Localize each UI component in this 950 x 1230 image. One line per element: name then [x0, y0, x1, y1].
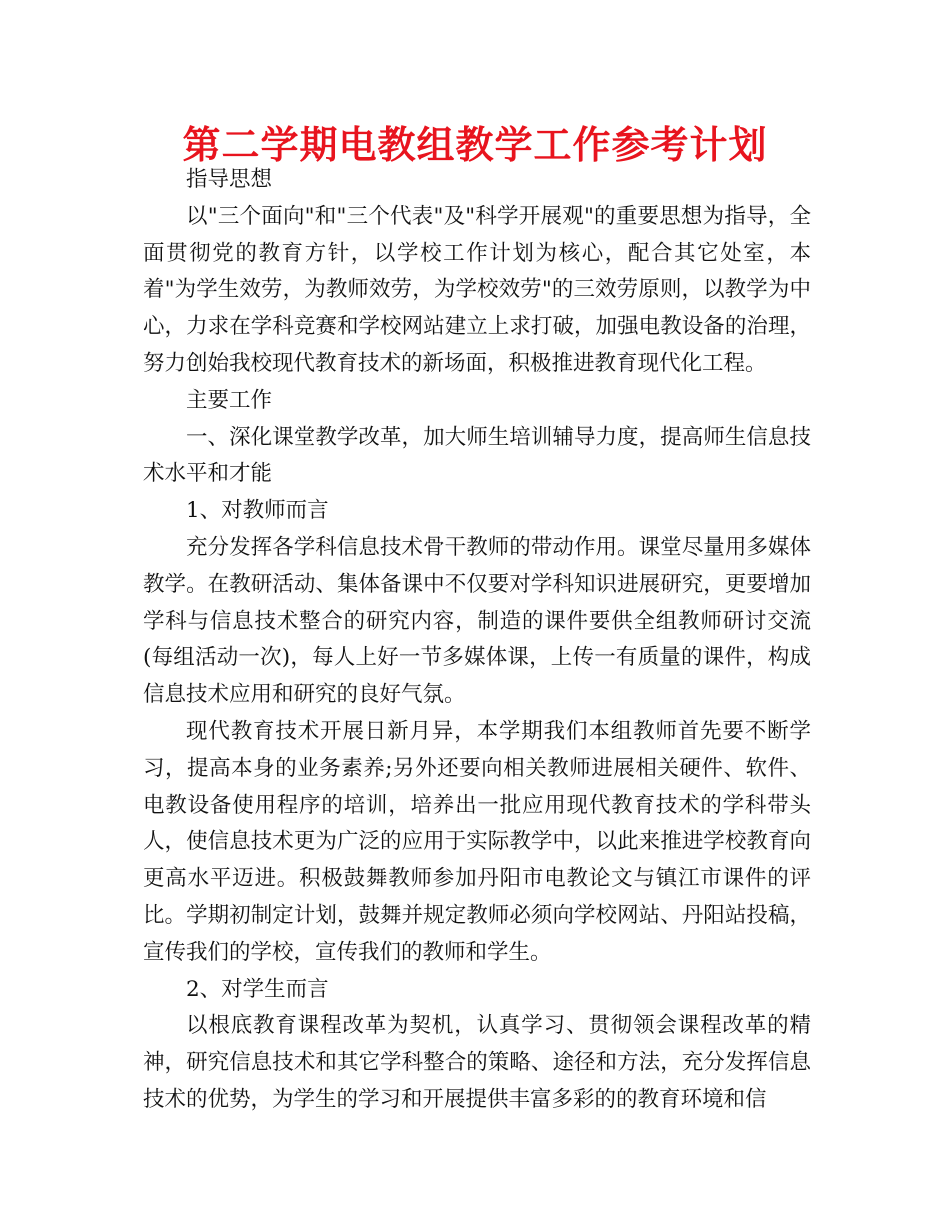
section-heading-1: 一、深化课堂教学改革，加大师生培训辅导力度，提高师生信息技术水平和才能 — [143, 424, 811, 487]
paragraph-students: 以根底教育课程改革为契机，认真学习、贯彻领会课程改革的精神，研究信息技术和其它学科整合的策略、途径和方法，充分发挥信息技术的优势，为学生的学习和开展提供丰富多彩的的教育环境和信 — [143, 1013, 811, 1112]
subheading-teachers: 1、对教师而言 — [186, 498, 329, 524]
paragraph-teachers-2: 现代教育技术开展日新月异，本学期我们本组教师首先要不断学习，提高本身的业务素养;另外还要向相关教师进展相关硬件、软件、电教设备使用程序的培训，培养出一批应用现代教育技术的学科带头人，使信息技术更为广泛的应用于实际教学中，以此来推进学校教育向更高水平迈进。积极鼓舞教师参加丹阳市电教论文与镇江市课件的评比。学期初制定计划，鼓舞并规定教师必须向学校网站、丹阳站投稿，宣传我们的学校，宣传我们的教师和学生。 — [143, 718, 811, 965]
document-title: 第二学期电教组教学工作参考计划 — [182, 122, 768, 167]
paragraph-guiding-thought: 以"三个面向"和"三个代表"及"科学开展观"的重要思想为指导，全面贯彻党的教育方针，以学校工作计划为核心，配合其它处室，本着"为学生效劳，为教师效劳，为学校效劳"的三效劳原则，以教学为中心，力求在学科竞赛和学校网站建立上求打破，加强电教设备的治理，努力创始我校现代教育技术的新场面，积极推进教育现代化工程。 — [143, 203, 811, 376]
heading-guiding-thought: 指导思想 — [186, 167, 273, 192]
heading-main-work: 主要工作 — [186, 387, 273, 413]
subheading-students: 2、对学生而言 — [186, 976, 329, 1002]
paragraph-teachers-1: 充分发挥各学科信息技术骨干教师的带动作用。课堂尽量用多媒体教学。在教研活动、集体备课中不仅要对学科知识进展研究，更要增加学科与信息技术整合的研究内容，制造的课件要供全组教师研讨交流(每组活动一次)，每人上好一节多媒体课，上传一有质量的课件，构成信息技术应用和研究的良好气氛。 — [143, 534, 811, 708]
document-body — [143, 162, 811, 1119]
